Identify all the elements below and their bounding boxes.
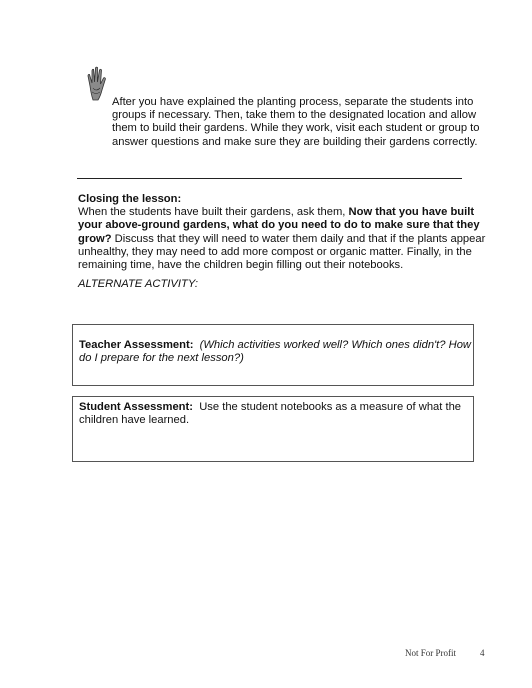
closing-title: Closing the lesson: [78, 193, 182, 205]
footer-text: Not For Profit [405, 648, 457, 658]
closing-section [78, 193, 498, 272]
teacher-assessment-box [72, 324, 474, 386]
closing-body: Discuss that they will need to water them daily and that if the plants appear unhealthy, they may need to add more compost or organic matter. Finally, in the remaining time, have the children begin filling out their notebooks. [78, 232, 486, 272]
instructions-paragraph [78, 96, 498, 149]
instructions-text: After you have explained the planting process, separate the students into groups if necessary. Then, take them to the designated location and allow them to build their gardens. While they work, visit each student or group to answer questions and make sure they are building their gardens correctly. [112, 96, 480, 148]
student-assessment-label: Student Assessment: [79, 401, 193, 413]
closing-paragraph [78, 206, 498, 272]
teacher-assessment-label: Teacher Assessment: [79, 339, 194, 351]
closing-question: Now that you have built your above-ground gardens, what do you need to do to make sure that they grow? [78, 206, 480, 245]
student-assessment-box [72, 396, 474, 462]
section-divider [77, 178, 462, 179]
page-number: 4 [480, 648, 485, 658]
alternate-activity-heading: ALTERNATE ACTIVITY: [78, 278, 198, 290]
closing-intro: When the students have built their gardens, ask them, [78, 206, 349, 219]
student-assessment-text: Use the student notebooks as a measure of what the children have learned. [79, 401, 462, 427]
teacher-assessment-text: (Which activities worked well? Which ones didn't? How do I prepare for the next lesson?) [79, 339, 472, 365]
